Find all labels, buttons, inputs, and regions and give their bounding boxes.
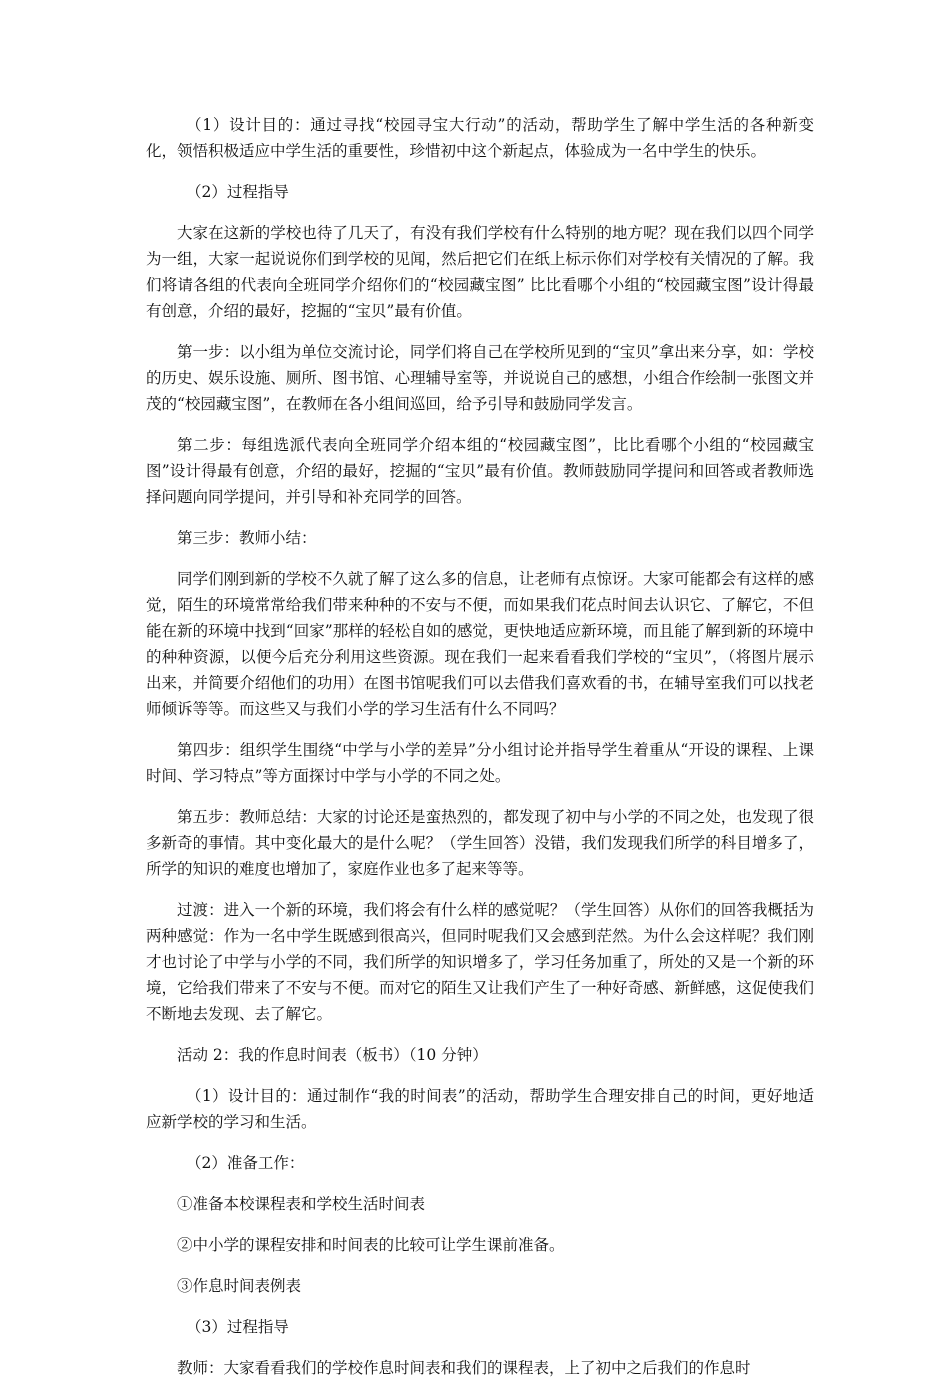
document-page [146, 112, 814, 1381]
prep-item-3: ③作息时间表例表 [177, 1277, 302, 1295]
process-guide-heading-3: （3）过程指导 [186, 1318, 289, 1336]
teacher-line: 教师：大家看看我们的学校作息时间表和我们的课程表，上了初中之后我们的作息时 [177, 1359, 751, 1377]
design-purpose-1: （1）设计目的：通过寻找“校园寻宝大行动”的活动，帮助学生了解中学生活的各种新变化，领悟积极适应中学生活的重要性，珍惜初中这个新起点，体验成为一名中学生的快乐。 [146, 116, 814, 160]
step-two: 第二步：每组选派代表向全班同学介绍本组的“校园藏宝图”，比比看哪个小组的“校园藏宝图”设计得最有创意，介绍的最好，挖掘的“宝贝”最有价值。教师鼓励同学提问和回答或者教师选择问题向同学提问，并引导和补充同学的回答。 [146, 436, 814, 506]
preparation-heading: （2）准备工作： [186, 1154, 305, 1172]
step-one: 第一步：以小组为单位交流讨论，同学们将自己在学校所见到的“宝贝”拿出来分享，如：学校的历史、娱乐设施、厕所、图书馆、心理辅导室等，并说说自己的感想，小组合作绘制一张图文并茂的“校园藏宝图”，在教师在各小组间巡回，给予引导和鼓励同学发言。 [146, 343, 814, 413]
activity-2-heading: 活动 2：我的作息时间表（板书）（10 分钟） [177, 1046, 488, 1064]
prep-item-1: ①准备本校课程表和学校生活时间表 [177, 1195, 426, 1213]
transition-paragraph: 过渡：进入一个新的环境，我们将会有什么样的感觉呢？（学生回答）从你们的回答我概括为两种感觉：作为一名中学生既感到很高兴，但同时呢我们又会感到茫然。为什么会这样呢？我们刚才也讨论了中学与小学的不同，我们所学的知识增多了，学习任务加重了，所处的又是一个新的环境，它给我们带来了不安与不便。而对它的陌生又让我们产生了一种好奇感、新鲜感，这促使我们不断地去发现、去了解它。 [146, 901, 814, 1023]
teacher-summary: 同学们刚到新的学校不久就了解了这么多的信息，让老师有点惊讶。大家可能都会有这样的感觉，陌生的环境常常给我们带来种种的不安与不便，而如果我们花点时间去认识它、了解它，不但能在新的环境中找到“回家”那样的轻松自如的感觉，更快地适应新环境，而且能了解到新的环境中的种种资源，以便今后充分利用这些资源。现在我们一起来看看我们学校的“宝贝”，（将图片展示出来，并简要介绍他们的功用）在图书馆呢我们可以去借我们喜欢看的书，在辅导室我们可以找老师倾诉等等。而这些又与我们小学的学习生活有什么不同吗？ [146, 570, 814, 718]
design-purpose-2: （1）设计目的：通过制作“我的时间表”的活动，帮助学生合理安排自己的时间，更好地适应新学校的学习和生活。 [146, 1087, 814, 1131]
process-guide-heading: （2）过程指导 [186, 183, 289, 201]
step-five: 第五步：教师总结：大家的讨论还是蛮热烈的，都发现了初中与小学的不同之处，也发现了很多新奇的事情。其中变化最大的是什么呢？（学生回答）没错，我们发现我们所学的科目增多了，所学的知识的难度也增加了，家庭作业也多了起来等等。 [146, 808, 814, 878]
prep-item-2: ②中小学的课程安排和时间表的比较可让学生课前准备。 [177, 1236, 565, 1254]
intro-paragraph: 大家在这新的学校也待了几天了，有没有我们学校有什么特别的地方呢？现在我们以四个同学为一组，大家一起说说你们到学校的见闻，然后把它们在纸上标示你们对学校有关情况的了解。我们将请各组的代表向全班同学介绍你们的“校园藏宝图” 比比看哪个小组的“校园藏宝图”设计得最有创意，介绍的最好，挖掘的“宝贝”最有价值。 [146, 224, 814, 320]
step-four: 第四步：组织学生围绕“中学与小学的差异”分小组讨论并指导学生着重从“开设的课程、上课时间、学习特点”等方面探讨中学与小学的不同之处。 [146, 741, 814, 785]
step-three-heading: 第三步：教师小结： [177, 529, 317, 547]
